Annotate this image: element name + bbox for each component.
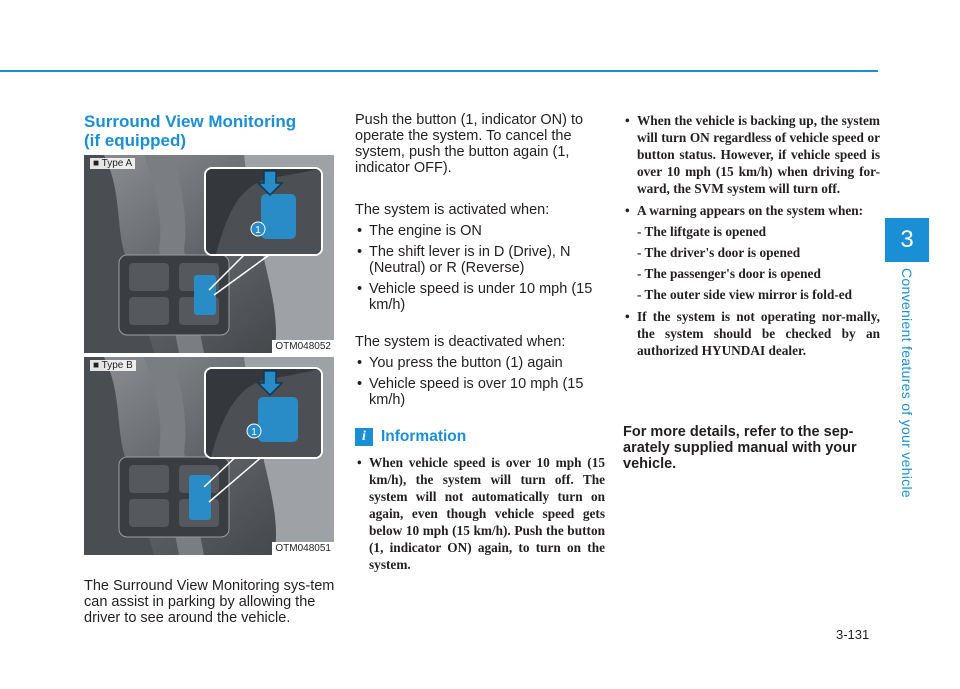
list-item: • You press the button (1) again xyxy=(355,355,605,371)
section-title-line1: Surround View Monitoring xyxy=(84,112,297,131)
information-title: Information xyxy=(381,428,467,445)
chapter-number: 3 xyxy=(900,226,914,253)
deactivated-heading: The system is deactivated when: xyxy=(355,334,566,350)
section-title-line2: (if equipped) xyxy=(84,131,186,150)
list-item: • If the system is not operating nor-mally, the system should be checked by an authorized HYUNDAI dealer. xyxy=(623,308,880,359)
callout-number-b: 1 xyxy=(251,427,257,438)
list-item: • When the vehicle is backing up, the system will turn ON regardless of vehicle speed or button status. However, if vehicle speed is over 10 mph (15 km/h) when driving for-ward, the SVM system will turn off. xyxy=(623,112,880,197)
list-item xyxy=(623,202,880,303)
information-header xyxy=(355,428,466,446)
list-item: • Vehicle speed is under 10 mph (15 km/h) xyxy=(355,281,605,313)
intro-paragraph: The Surround View Monitoring sys-tem can assist in parking by allowing the driver to see around the vehicle. xyxy=(84,577,335,626)
operate-paragraph: Push the button (1, indicator ON) to operate the system. To cancel the system, push the button again (1, indicator OFF). xyxy=(355,112,584,176)
section-title xyxy=(84,112,334,150)
chapter-title-vertical xyxy=(883,267,931,498)
button-closeup-b xyxy=(204,367,323,459)
sublist-item: - The passenger's door is opened xyxy=(637,266,821,281)
list-item: • The shift lever is in D (Drive), N (Neutral) or R (Reverse) xyxy=(355,244,605,276)
type-b-label: ■ Type B xyxy=(90,360,136,371)
page-number: 3-131 xyxy=(836,627,870,642)
type-a-label: ■ Type A xyxy=(90,158,135,169)
info-icon: i xyxy=(355,428,373,446)
figure-code-a: OTM048052 xyxy=(272,340,334,353)
figure-type-b xyxy=(84,357,334,555)
header-rule xyxy=(0,70,878,72)
information-list xyxy=(355,454,605,578)
closing-paragraph: For more details, refer to the sep-arately supplied manual with your vehicle. xyxy=(623,423,857,472)
activated-list xyxy=(355,223,605,318)
list-item: • Vehicle speed is over 10 mph (15 km/h) xyxy=(355,376,605,408)
figure-code-b: OTM048051 xyxy=(272,542,334,555)
warning-lead: A warning appears on the system when: xyxy=(637,203,864,218)
closeup-illustration-a xyxy=(206,169,321,254)
list-item: • The engine is ON xyxy=(355,223,605,239)
activated-heading: The system is activated when: xyxy=(355,202,550,218)
sublist-item: - The liftgate is opened xyxy=(637,224,767,239)
sublist-item: - The outer side view mirror is fold-ed xyxy=(637,287,853,302)
deactivated-list xyxy=(355,355,605,413)
figure-type-a xyxy=(84,155,334,353)
closeup-illustration-b xyxy=(206,369,321,457)
col3-list xyxy=(623,112,880,364)
button-closeup-a xyxy=(204,167,323,256)
warning-sublist xyxy=(637,223,880,303)
list-item: • When vehicle speed is over 10 mph (15 km/h), the system will turn off. The system will not automatically turn on again, even though vehicle speed gets below 10 mph (15 km/h). Push the button (1, indicator ON) again, to turn on the system. xyxy=(355,454,605,573)
callout-number-a: 1 xyxy=(255,225,261,236)
chapter-title: Convenient features of your vehicle xyxy=(899,267,915,498)
chapter-tab xyxy=(885,218,929,262)
sublist-item: - The driver's door is opened xyxy=(637,245,801,260)
